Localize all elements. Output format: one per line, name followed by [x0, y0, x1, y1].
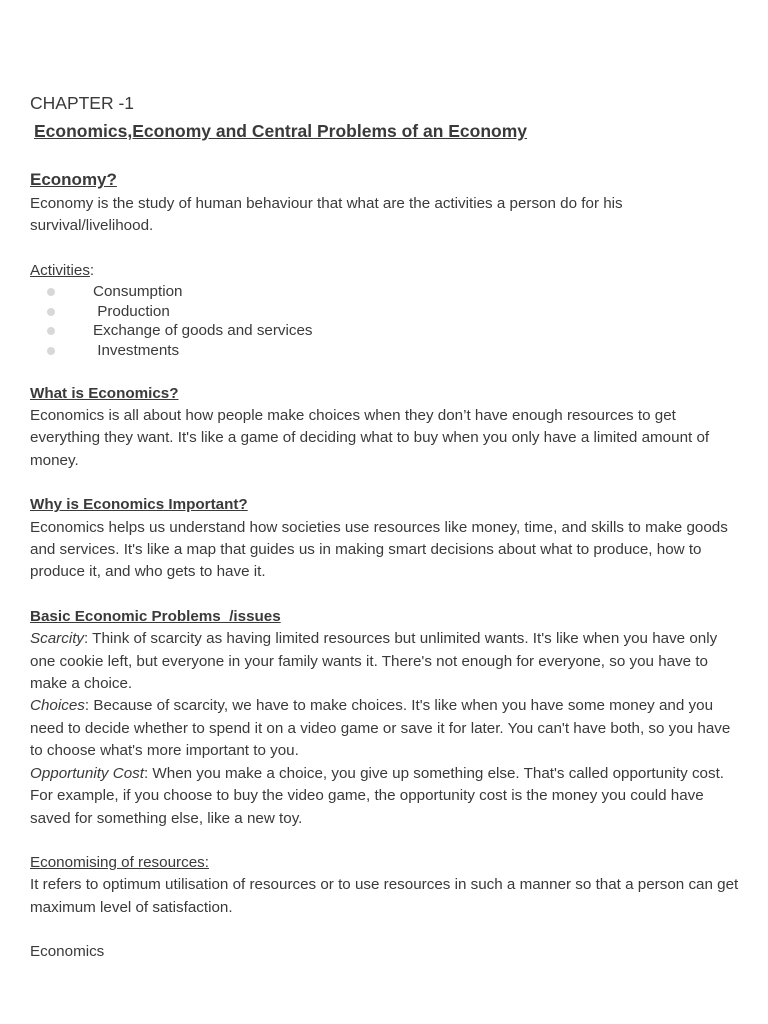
activities-heading-line	[30, 260, 742, 282]
economising-text: It refers to optimum utilisation of resources or to use resources in such a manner so that a person can get maximum level of satisfaction.	[30, 876, 739, 916]
spacer	[30, 361, 742, 383]
list-item	[30, 302, 742, 322]
bullet-dot-icon	[47, 327, 55, 335]
what-is-economics-text: Economics is all about how people make choices when they don’t have enough resources to get everything they want. It's like a game of deciding what to buy when you only have a limited amount of money.	[30, 407, 710, 469]
what-is-economics-heading: What is Economics?	[30, 384, 179, 402]
spacer	[30, 919, 742, 941]
opportunity-cost-text: : When you make a choice, you give up something else. That's called opportunity cost. For example, if you choose to buy the video game, the opportunity cost is the money you could have saved for something else, like a new toy.	[30, 764, 725, 827]
bullet-dot-icon	[47, 288, 55, 296]
scarcity-text: : Think of scarcity as having limited resources but unlimited wants. It's like when you have only one cookie left, but everyone in your family wants it. There's not enough for everyone, so you have to make a choice.	[30, 630, 718, 693]
list-item-text: Exchange of goods and services	[93, 322, 313, 340]
opportunity-cost-term: Opportunity Cost	[30, 764, 144, 782]
list-item-text: Production	[93, 302, 170, 320]
activities-colon: :	[89, 261, 95, 279]
chapter-label: CHAPTER -1	[30, 93, 135, 113]
document-page	[30, 92, 742, 964]
opportunity-cost-paragraph	[30, 763, 742, 830]
activities-list	[30, 282, 742, 360]
scarcity-paragraph	[30, 628, 742, 695]
list-item	[30, 321, 742, 341]
list-item-text: Consumption	[93, 283, 183, 301]
bullet-dot-icon	[47, 308, 55, 316]
why-important-heading: Why is Economics Important?	[30, 496, 248, 514]
choices-text: : Because of scarcity, we have to make choices. It's like when you have some money and you need to decide whether to spend it on a video game or save it for later. You can't have both, so you have to choose what's more important to you.	[30, 697, 731, 760]
scarcity-term: Scarcity	[30, 630, 85, 648]
why-important-text: Economics helps us understand how societies use resources like money, time, and skills to make goods and services. It's like a map that guides us in making smart decisions about what to produce, how to produce it, and who gets to have it.	[30, 518, 728, 581]
spacer	[30, 238, 742, 260]
choices-paragraph	[30, 695, 742, 762]
list-item	[30, 282, 742, 302]
list-item-text: Investments	[93, 342, 180, 359]
spacer	[30, 584, 742, 606]
spacer	[30, 830, 742, 852]
page-title: Economics,Economy and Central Problems of an Economy	[34, 121, 528, 141]
spacer	[30, 472, 742, 494]
economy-text: Economy is the study of human behaviour that what are the activities a person do for his survival/livelihood.	[30, 195, 623, 235]
bullet-dot-icon	[47, 347, 55, 355]
list-item	[30, 341, 742, 361]
basic-problems-heading: Basic Economic Problems /issues	[30, 607, 281, 625]
activities-heading: Activities	[30, 261, 90, 279]
trailing-text: Economics	[30, 943, 105, 961]
economy-heading: Economy?	[30, 170, 117, 189]
economising-heading: Economising of resources:	[30, 853, 209, 871]
choices-term: Choices	[30, 697, 85, 715]
